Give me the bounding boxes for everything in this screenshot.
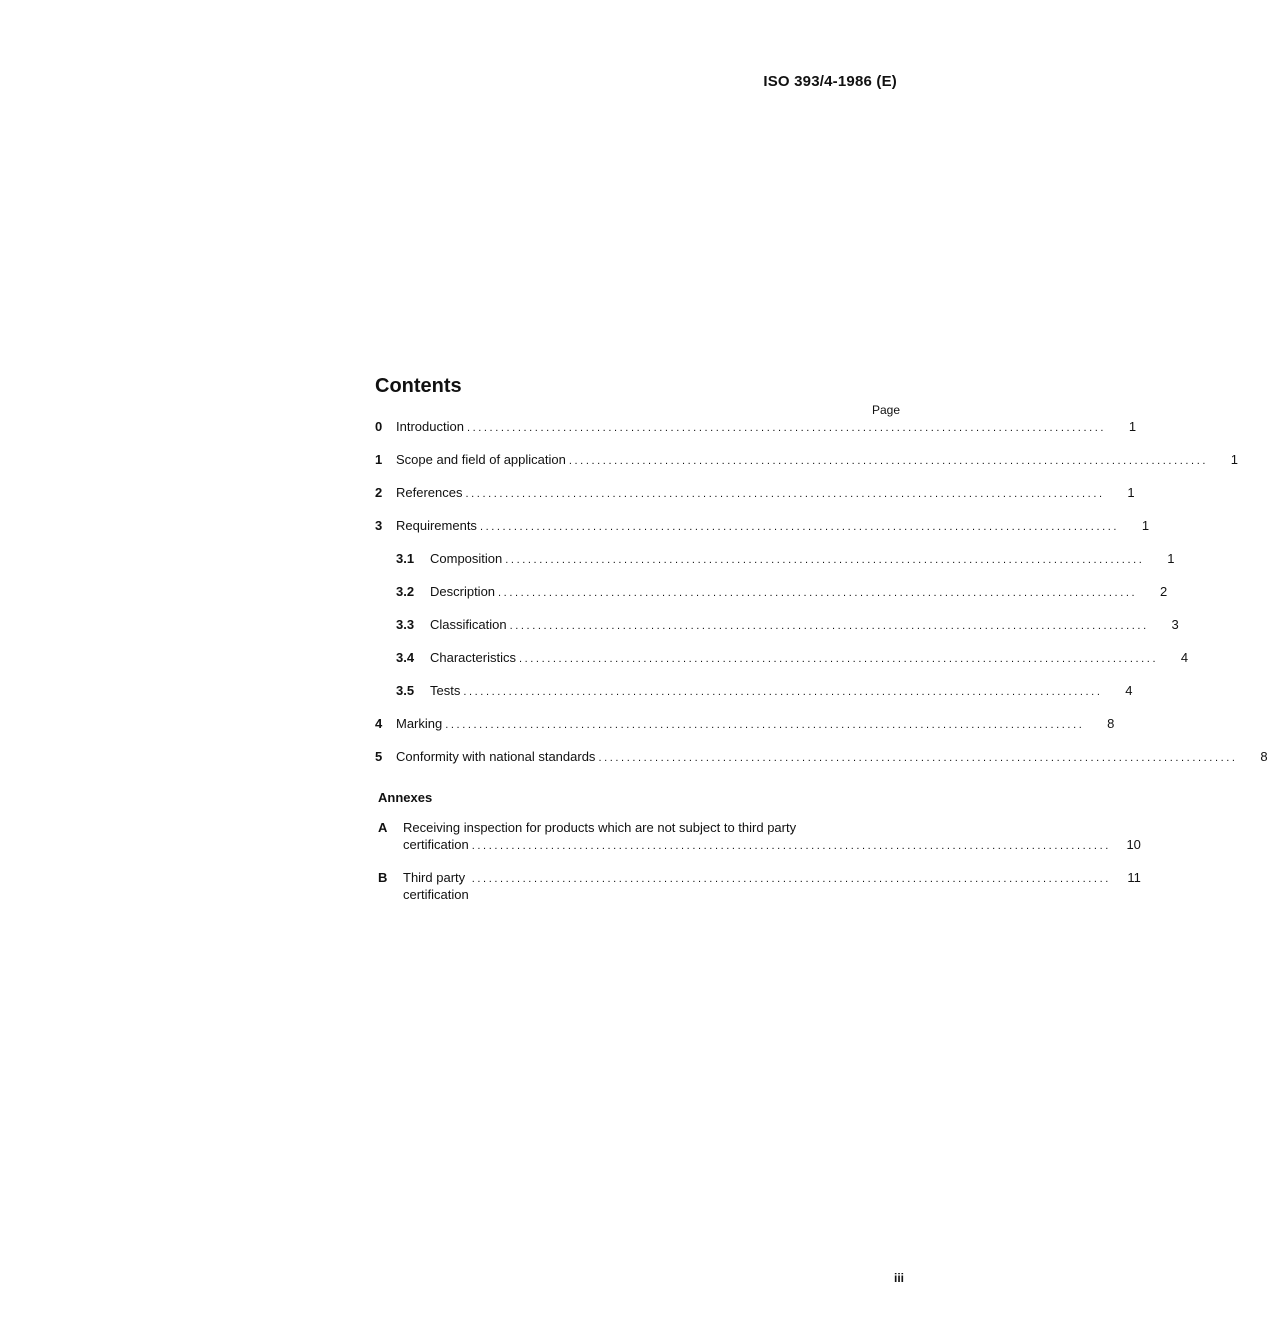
toc-entry-2[interactable] (375, 484, 1135, 517)
dot-leader: ................................................................................................................. (518, 653, 1159, 665)
toc-entry-page: 1 (1128, 419, 1137, 434)
toc-entry-label: Scope and field of application (396, 452, 566, 467)
annex-entry-a[interactable] (378, 819, 1141, 869)
toc-entry-label: Requirements (396, 518, 477, 533)
toc-entry-page: 4 (1125, 683, 1133, 698)
toc-entry-3-5[interactable] (375, 682, 1133, 715)
toc-entry-5[interactable] (375, 748, 1268, 781)
page-column-label: Page (871, 403, 900, 417)
page-number: iii (893, 1271, 904, 1285)
toc-entry-number: 3.4 (396, 650, 415, 665)
toc-entry-page: 8 (1260, 749, 1268, 764)
toc-entry-4[interactable] (375, 715, 1115, 748)
toc-entry-3[interactable] (375, 517, 1150, 550)
toc-entry-number: 2 (375, 485, 383, 500)
toc-entry-number: 4 (375, 716, 383, 731)
annexes-heading: Annexes (378, 790, 433, 805)
toc-entry-label: Description (430, 584, 496, 599)
toc-entry-page: 1 (1141, 518, 1150, 533)
annex-label: Third party certification (403, 870, 469, 902)
toc-entry-number: 3.2 (396, 584, 415, 599)
toc-entry-number: 3 (375, 518, 383, 533)
dot-leader: ................................................................................................................. (598, 752, 1238, 764)
toc-entry-label: Composition (430, 551, 503, 566)
toc-entry-label: Characteristics (430, 650, 516, 665)
toc-entry-page: 3 (1171, 617, 1179, 632)
toc-entry-page: 2 (1159, 584, 1168, 599)
contents-title: Contents (375, 375, 462, 397)
dot-leader: ................................................................................................................. (445, 719, 1085, 731)
dot-leader: ................................................................................................................. (509, 620, 1149, 632)
toc-entry-3-2[interactable] (375, 583, 1168, 616)
annex-label-line2: certification (403, 837, 469, 852)
toc-entry-label: Introduction (396, 419, 464, 434)
annex-label-line1: Receiving inspection for products which are not subject to third party (403, 820, 797, 835)
annex-page: 11 (1127, 870, 1141, 885)
toc-entry-page: 4 (1180, 650, 1189, 665)
toc-entry-label: Conformity with national standards (396, 749, 596, 764)
dot-leader: ................................................................................................................. (505, 554, 1145, 566)
annex-letter: A (378, 820, 388, 835)
dot-leader: ................................................................................................................. (465, 488, 1105, 500)
dot-leader: ................................................................................................................. (479, 521, 1120, 533)
toc-entry-label: References (396, 485, 463, 500)
toc-entry-number: 3.1 (396, 551, 415, 566)
toc-entry-page: 1 (1230, 452, 1239, 467)
annex-page: 10 (1126, 837, 1141, 852)
toc-entry-1[interactable] (375, 451, 1239, 484)
toc-entry-0[interactable] (375, 418, 1137, 451)
toc-entry-number: 3.5 (396, 683, 415, 698)
toc-entry-number: 1 (375, 452, 383, 467)
dot-leader: ................................................................................................................. (471, 840, 1111, 852)
toc-entry-page: 1 (1167, 551, 1175, 566)
toc-entry-number: 5 (375, 749, 383, 764)
annex-letter: B (378, 870, 388, 885)
dot-leader: ................................................................................................................. (463, 686, 1103, 698)
toc-entry-3-1[interactable] (375, 550, 1175, 583)
toc-entry-number: 0 (375, 419, 383, 434)
dot-leader: ................................................................................................................. (466, 422, 1107, 434)
annex-entry-b[interactable] (378, 869, 1141, 902)
toc-entry-number: 3.3 (396, 617, 415, 632)
toc-entry-3-3[interactable] (375, 616, 1179, 649)
toc-entry-3-4[interactable] (375, 649, 1189, 682)
toc-entry-page: 1 (1127, 485, 1135, 500)
dot-leader: ................................................................................................................. (471, 873, 1111, 885)
table-of-contents (375, 373, 1268, 902)
toc-entry-page: 8 (1107, 716, 1115, 731)
document-id: ISO 393/4-1986 (E) (763, 73, 897, 90)
dot-leader: ................................................................................................................. (498, 587, 1138, 599)
toc-entry-label: Classification (430, 617, 507, 632)
toc-entry-label: Tests (430, 683, 461, 698)
toc-list (375, 418, 1268, 781)
dot-leader: ................................................................................................................. (568, 455, 1209, 467)
toc-entry-label: Marking (396, 716, 443, 731)
